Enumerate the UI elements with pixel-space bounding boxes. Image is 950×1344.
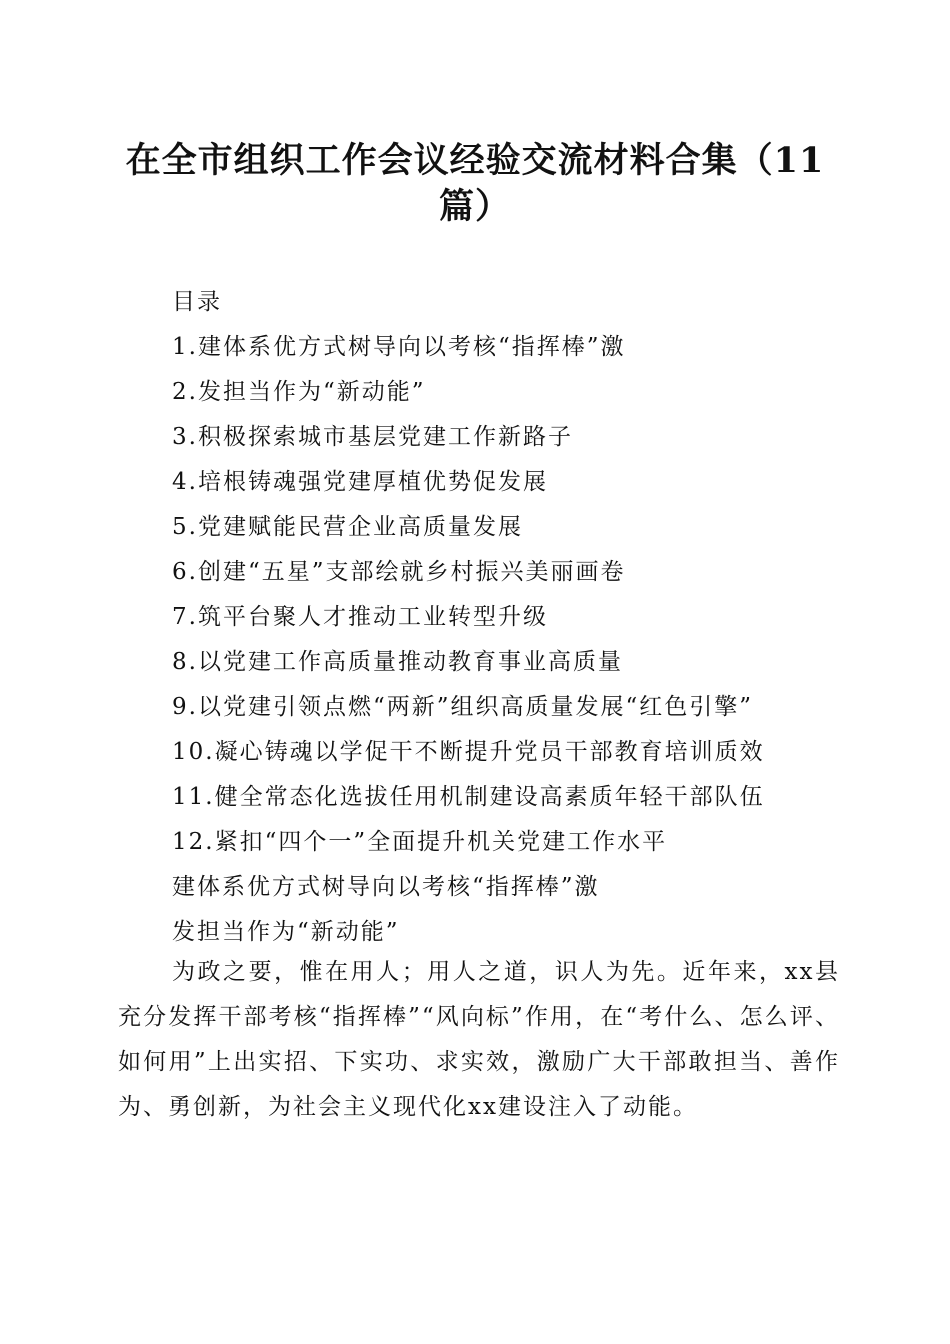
toc-item-2: 2.发担当作为“新动能” xyxy=(172,379,426,405)
toc-item-1: 1.建体系优方式树导向以考核“指挥棒”激 xyxy=(172,334,626,360)
toc-item-12: 12.紧扣“四个一”全面提升机关党建工作水平 xyxy=(172,829,668,855)
toc-heading: 目录 xyxy=(172,289,222,315)
toc-item-9: 9.以党建引领点燃“两新”组织高质量发展“红色引擎” xyxy=(172,694,753,720)
section-heading-line-1: 建体系优方式树导向以考核“指挥棒”激 xyxy=(172,874,600,900)
section-heading-line-2: 发担当作为“新动能” xyxy=(172,919,400,945)
toc-item-8: 8.以党建工作高质量推动教育事业高质量 xyxy=(172,649,623,675)
toc-item-7: 7.筑平台聚人才推动工业转型升级 xyxy=(172,604,548,630)
toc-item-3: 3.积极探索城市基层党建工作新路子 xyxy=(172,424,573,450)
toc-item-6: 6.创建“五星”支部绘就乡村振兴美丽画卷 xyxy=(172,559,626,585)
document-title: 在全市组织工作会议经验交流材料合集（11篇） xyxy=(125,140,825,227)
toc-item-10: 10.凝心铸魂以学促干不断提升党员干部教育培训质效 xyxy=(172,739,765,765)
toc-item-4: 4.培根铸魂强党建厚植优势促发展 xyxy=(172,469,548,495)
toc-item-5: 5.党建赋能民营企业高质量发展 xyxy=(172,514,523,540)
body-paragraph: 为政之要，惟在用人；用人之道，识人为先。近年来，xx县充分发挥干部考核“指挥棒”“风向标”作用，在“考什么、怎么评、如何用”上出实招、下实功、求实效，激励广大干部敢担当、善作为、勇创新，为社会主义现代化xx建设注入了动能。 xyxy=(118,959,840,1120)
table-of-contents xyxy=(172,280,872,955)
toc-item-11: 11.健全常态化选拔任用机制建设高素质年轻干部队伍 xyxy=(172,784,765,810)
